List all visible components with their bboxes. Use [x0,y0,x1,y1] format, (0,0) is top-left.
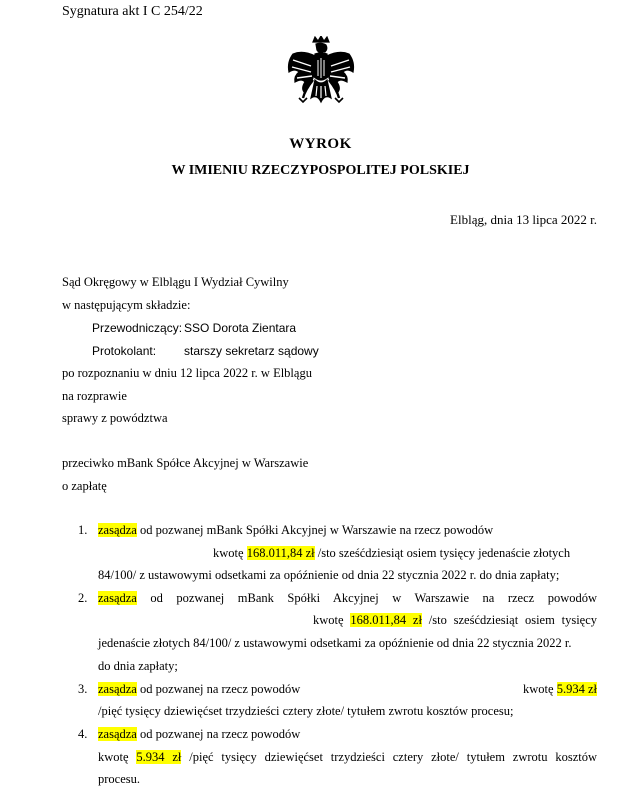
item-1-line-1: zasądza od pozwanej mBank Spółki Akcyjnej w Warszawie na rzecz powodów [98,523,494,537]
court-composition: w następującym składzie: [62,298,191,312]
polish-eagle-emblem [285,36,357,118]
subject-line: o zapłatę [62,479,107,493]
item-number: 4. [78,727,88,741]
chair-value: SSO Dorota Zientara [184,321,297,335]
judgment-title: WYROK [289,136,352,152]
hearing-line: na rozprawie [62,389,127,403]
place-date: Elbląg, dnia 13 lipca 2022 r. [450,212,597,227]
item-number: 2. [78,591,88,605]
item-4-line-2: kwotę 5.934 zł /pięć tysięcy dziewięćset trzydzieści cztery złote/ tytułem zwrotu kosztów [98,750,597,764]
item-1-line-3: 84/100/ z ustawowymi odsetkami za opóźnienie od dnia 22 stycznia 2022 r. do dnia zapłaty; [98,568,560,582]
court-name: Sąd Okręgowy w Elblągu I Wydział Cywilny [62,275,289,289]
item-amount: 168.011,84 zł [246,546,315,560]
judgment-subtitle: W IMIENIU RZECZYPOSPOLITEJ POLSKIEJ [171,163,470,178]
item-number: 1. [78,523,88,537]
item-4-line-3: procesu. [98,772,140,786]
item-2-line-2: kwotę 168.011,84 zł /sto sześćdziesiąt osiem tysięcy [313,613,598,627]
item-verb: zasądza [98,591,137,605]
defendant-line: przeciwko mBank Spółce Akcyjnej w Warszawie [62,456,309,470]
item-amount: 5.934 zł [136,750,182,764]
case-line: sprawy z powództwa [62,411,168,425]
item-1-line-2: kwotę 168.011,84 zł /sto sześćdziesiąt osiem tysięcy jedenaście złotych [213,546,571,560]
item-3-line-2: /pięć tysięcy dziewięćset trzydzieści cztery złote/ tytułem zwrotu kosztów procesu; [98,704,514,718]
item-4-line-1: zasądza od pozwanej na rzecz powodów [98,727,301,741]
clerk-label: Protokolant: [92,344,157,358]
item-2-line-3: jedenaście złotych 84/100/ z ustawowymi odsetkami za opóźnienie od dnia 22 stycznia 2022 r. [98,636,572,650]
item-2-line-1: zasądza od pozwanej mBank Spółki Akcyjnej w Warszawie na rzecz powodów [98,591,598,605]
chair-label: Przewodniczący: [92,321,183,335]
item-number: 3. [78,682,88,696]
clerk-value: starszy sekretarz sądowy [184,344,319,358]
item-verb: zasądza [98,682,137,696]
considered-line: po rozpoznaniu w dniu 12 lipca 2022 r. w Elblągu [62,366,312,380]
item-3-line-1: zasądza od pozwanej na rzecz powodów [98,682,301,696]
item-verb: zasądza [98,523,137,537]
item-2-line-4: do dnia zapłaty; [98,659,178,673]
case-signature: Sygnatura akt I C 254/22 [62,4,203,19]
item-amount: 5.934 zł [556,682,597,696]
item-3-amount: kwotę 5.934 zł [523,682,597,696]
item-amount: 168.011,84 zł [350,613,422,627]
item-verb: zasądza [98,727,137,741]
